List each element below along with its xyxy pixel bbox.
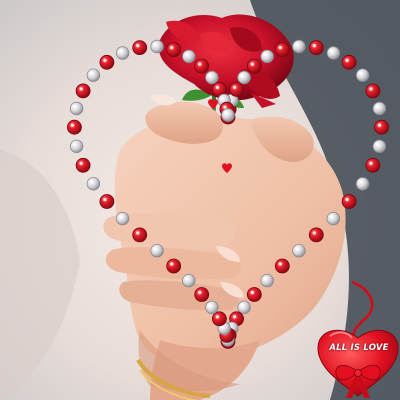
- red-jewel: [247, 59, 261, 73]
- silver-jewel: [206, 301, 219, 314]
- red-jewel: [275, 43, 289, 57]
- jewel-sparkle: [369, 162, 372, 165]
- jewel-sparkle: [154, 247, 157, 250]
- silver-jewel: [238, 71, 251, 84]
- jewel-sparkle: [185, 53, 188, 56]
- silver-jewel: [183, 50, 196, 63]
- silver-jewel: [151, 244, 164, 257]
- jewel-sparkle: [241, 304, 244, 307]
- jewel-sparkle: [251, 291, 254, 294]
- red-jewel: [195, 288, 209, 302]
- jewel-sparkle: [73, 105, 76, 108]
- red-jewel: [342, 195, 356, 209]
- jewel-sparkle: [264, 277, 267, 280]
- red-jewel: [100, 195, 114, 209]
- jewel-sparkle: [198, 291, 201, 294]
- silver-jewel: [116, 212, 129, 225]
- jewel-sparkle: [170, 262, 173, 265]
- red-jewel: [366, 158, 380, 172]
- jewel-sparkle: [136, 44, 139, 47]
- jewel-sparkle: [198, 63, 201, 66]
- jewel-sparkle: [279, 46, 282, 49]
- jewel-sparkle: [330, 49, 333, 52]
- red-jewel: [133, 228, 147, 242]
- jewel-sparkle: [359, 72, 362, 75]
- silver-jewel: [206, 71, 219, 84]
- red-jewel: [275, 259, 289, 273]
- red-jewel: [167, 43, 181, 57]
- jewel-sparkle: [80, 87, 83, 90]
- jewel-sparkle: [376, 105, 379, 108]
- red-jewel: [76, 158, 90, 172]
- red-jewel: [212, 312, 226, 326]
- jewel-sparkle: [103, 59, 106, 62]
- jewel-sparkle: [208, 74, 211, 77]
- jewel-sparkle: [223, 106, 226, 109]
- jewel-sparkle: [136, 231, 139, 234]
- jewel-sparkle: [216, 315, 219, 318]
- silver-jewel: [70, 140, 83, 153]
- jewel-sparkle: [295, 247, 298, 250]
- silver-jewel: [151, 40, 164, 53]
- jewel-sparkle: [264, 53, 267, 56]
- silver-jewel: [87, 178, 100, 191]
- jewel-sparkle: [233, 86, 236, 89]
- jewel-sparkle: [369, 87, 372, 90]
- silver-jewel: [261, 50, 274, 63]
- jewel-sparkle: [346, 198, 349, 201]
- jewel-sparkle: [71, 124, 74, 127]
- jewel-sparkle: [295, 43, 298, 46]
- silver-jewel: [70, 102, 83, 115]
- silver-jewel: [261, 274, 274, 287]
- silver-jewel: [116, 47, 129, 60]
- silver-jewel: [327, 47, 340, 60]
- jewel-sparkle: [119, 49, 122, 52]
- red-jewel: [230, 82, 244, 96]
- silver-jewel: [356, 178, 369, 191]
- jewel-sparkle: [90, 72, 93, 75]
- jewel-sparkle: [279, 262, 282, 265]
- silver-jewel: [293, 244, 306, 257]
- red-jewel: [100, 55, 114, 69]
- silver-jewel: [327, 212, 340, 225]
- red-jewel: [247, 288, 261, 302]
- red-jewel: [67, 120, 81, 134]
- jewel-sparkle: [251, 63, 254, 66]
- jewel-sparkle: [376, 143, 379, 146]
- jewel-sparkle: [208, 304, 211, 307]
- jewel-sparkle: [313, 231, 316, 234]
- jewel-sparkle: [216, 86, 219, 89]
- jewel-sparkle: [73, 143, 76, 146]
- jewel-sparkle: [224, 111, 227, 114]
- jewel-sparkle: [378, 124, 381, 127]
- red-jewel: [76, 84, 90, 98]
- jewel-sparkle: [241, 74, 244, 77]
- silver-jewel: [183, 274, 196, 287]
- jewel-sparkle: [313, 44, 316, 47]
- jewel-sparkle: [154, 43, 157, 46]
- jewel-sparkle: [330, 215, 333, 218]
- red-jewel: [366, 84, 380, 98]
- jewel-sparkle: [80, 162, 83, 165]
- silver-jewel: [87, 69, 100, 82]
- red-jewel: [195, 59, 209, 73]
- silver-jewel: [373, 102, 386, 115]
- silver-jewel: [356, 69, 369, 82]
- red-jewel: [309, 41, 323, 55]
- silver-jewel: [373, 140, 386, 153]
- silver-jewel: [293, 40, 306, 53]
- red-jewel: [133, 41, 147, 55]
- jewel-sparkle: [346, 59, 349, 62]
- jewel-sparkle: [119, 215, 122, 218]
- red-jewel: [309, 228, 323, 242]
- jewel-sparkle: [233, 315, 236, 318]
- jewel-sparkle: [103, 198, 106, 201]
- jewel-sparkle: [170, 46, 173, 49]
- jewel-sparkle: [221, 97, 224, 100]
- jewel-sparkle: [90, 180, 93, 183]
- jewel-sparkle: [359, 180, 362, 183]
- jewel-sparkle: [185, 277, 188, 280]
- red-jewel: [375, 120, 389, 134]
- silver-jewel: [222, 109, 235, 122]
- red-jewel: [342, 55, 356, 69]
- red-jewel: [167, 259, 181, 273]
- badge-caption: ALL IS LOVE: [329, 343, 389, 353]
- silver-jewel: [238, 301, 251, 314]
